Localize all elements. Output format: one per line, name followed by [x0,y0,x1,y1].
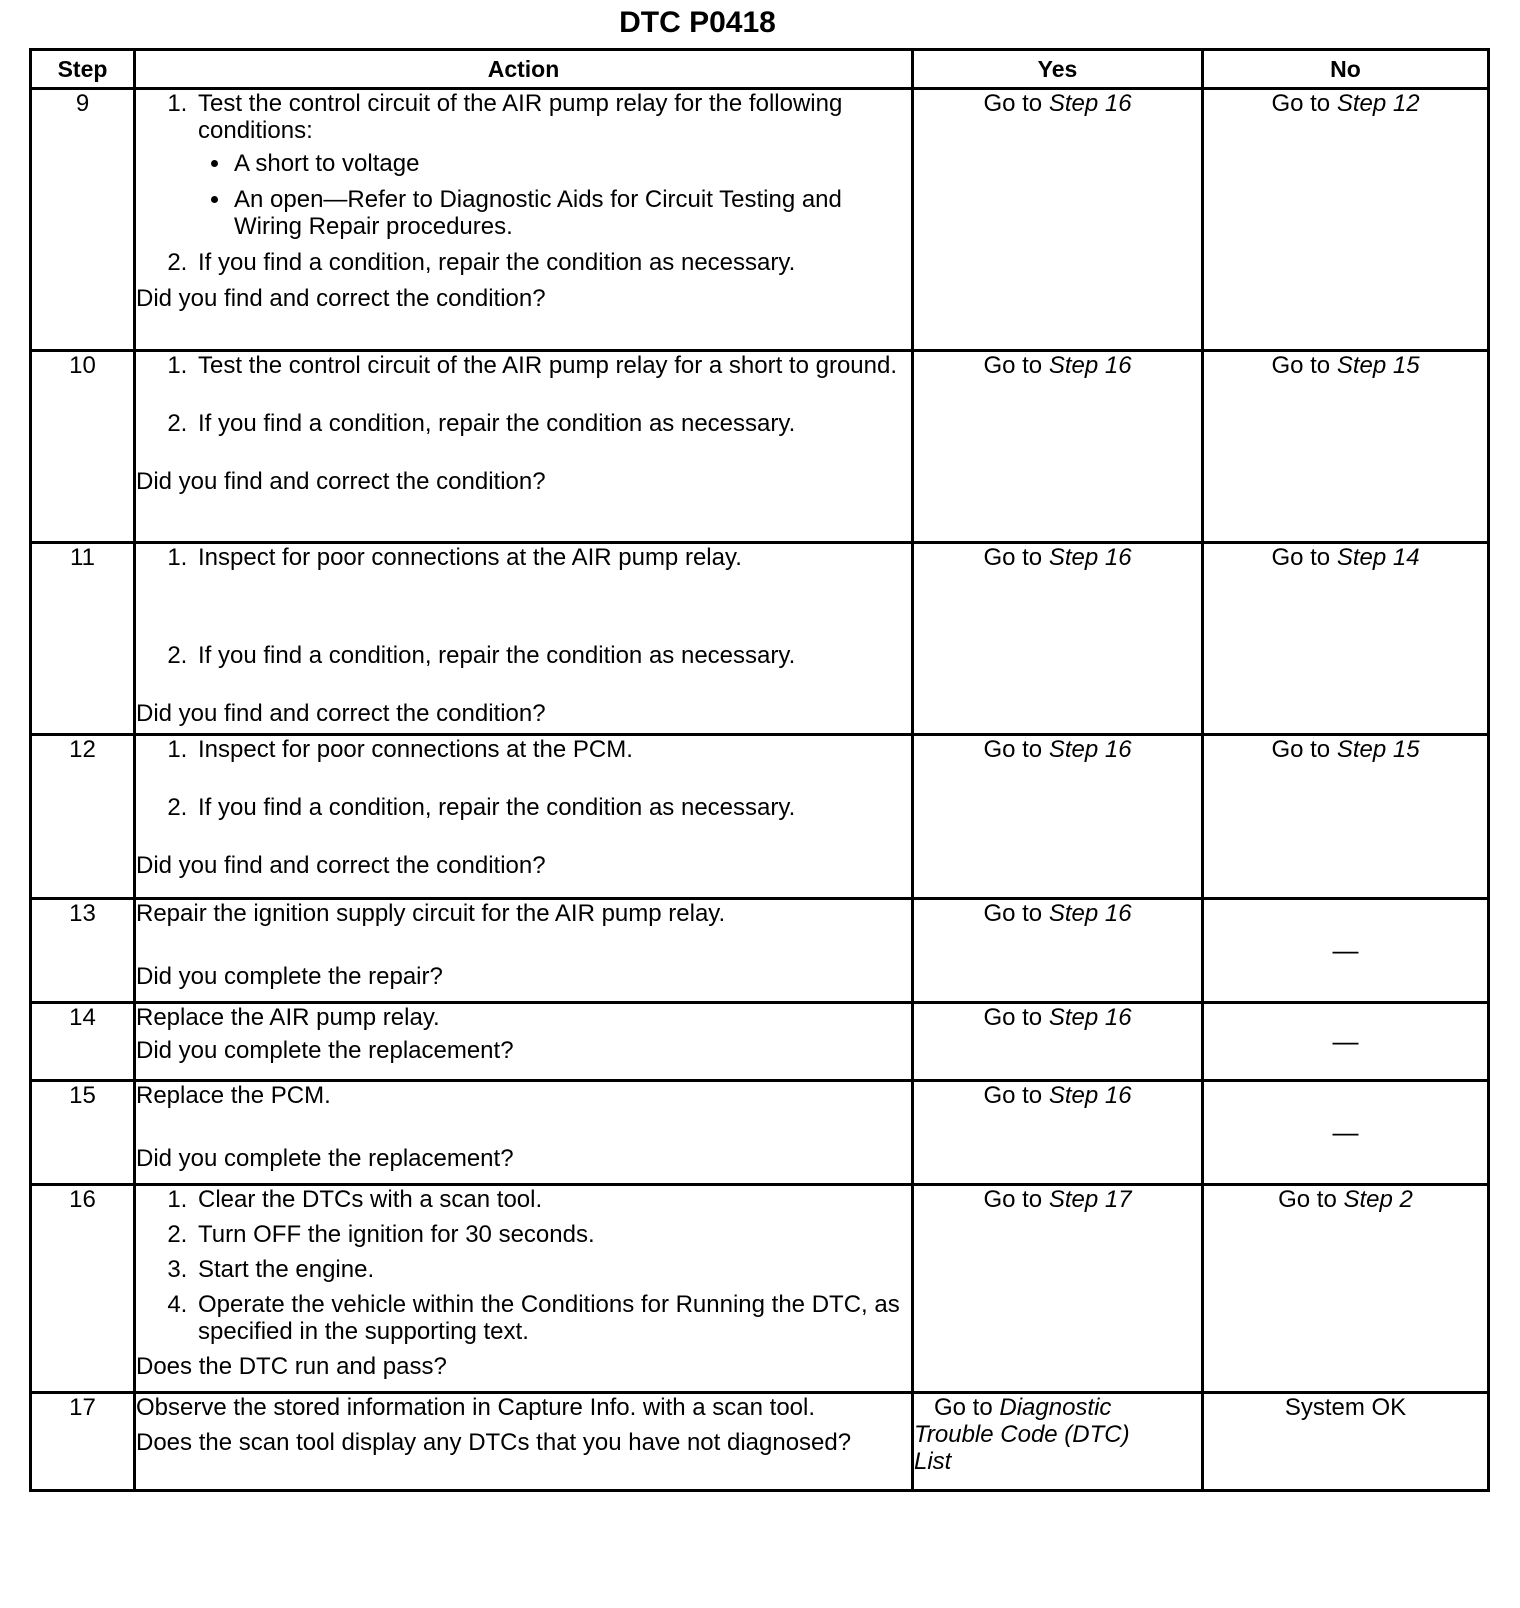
no-cell: Go to Step 14 [1203,543,1489,735]
yes-cell: Go to Diagnostic Trouble Code (DTC) List [913,1393,1203,1491]
action-text: Replace the PCM. [136,1082,331,1109]
reference-link: Diagnostic [999,1394,1112,1421]
action-item: 1. Inspect for poor connections at the PCM. [194,736,911,763]
action-question: Did you find and correct the condition? [136,852,546,879]
step-number: 16 [31,1185,135,1393]
no-cell: Go to Step 2 [1203,1185,1489,1393]
no-cell: Go to Step 12 [1203,89,1489,351]
step-reference: Step 14 [1336,544,1420,571]
table-row [31,735,1489,899]
table-row [31,89,1489,351]
step-number: 9 [31,89,135,351]
reference-link: Trouble Code (DTC) [914,1421,1130,1448]
action-question: Does the scan tool display any DTCs that you have not diagnosed? [136,1429,852,1456]
no-cell: — [1203,1081,1489,1185]
action-item: 2. If you find a condition, repair the condition as necessary. [194,794,911,821]
action-item: 2. If you find a condition, repair the condition as necessary. [194,249,911,276]
header-step: Step [31,50,135,89]
no-cell: Go to Step 15 [1203,351,1489,543]
yes-cell: Go to Step 16 [913,89,1203,351]
action-item: 1. Test the control circuit of the AIR pump relay for a short to ground. [194,352,911,379]
step-reference: Step 16 [1048,544,1132,571]
action-question: Did you find and correct the condition? [136,285,546,312]
action-cell [135,735,913,899]
yes-cell: Go to Step 16 [913,351,1203,543]
yes-cell: Go to Step 16 [913,899,1203,1003]
action-text: Replace the AIR pump relay. [136,1004,440,1031]
table-row [31,1003,1489,1081]
action-cell [135,1081,913,1185]
step-reference: Step 2 [1343,1186,1413,1213]
action-item: 1. Inspect for poor connections at the AIR pump relay. [194,544,911,571]
yes-cell: Go to Step 16 [913,735,1203,899]
action-cell [135,351,913,543]
step-reference: Step 16 [1048,900,1132,927]
action-question: Does the DTC run and pass? [136,1353,447,1380]
action-cell [135,1393,913,1491]
action-question: Did you complete the replacement? [136,1037,514,1064]
yes-cell: Go to Step 17 [913,1185,1203,1393]
action-cell [135,1003,913,1081]
step-reference: Step 16 [1048,352,1132,379]
action-question: Did you complete the replacement? [136,1145,514,1172]
no-cell: Go to Step 15 [1203,735,1489,899]
step-reference: Step 12 [1336,90,1420,117]
header-no: No [1203,50,1489,89]
table-row [31,543,1489,735]
action-question: Did you find and correct the condition? [136,468,546,495]
step-number: 12 [31,735,135,899]
action-cell [135,89,913,351]
action-text: Observe the stored information in Capture Info. with a scan tool. [136,1394,816,1421]
action-item: 4. Operate the vehicle within the Conditions for Running the DTC, as specified in the supporting text. [194,1291,911,1345]
step-reference: Step 15 [1336,352,1420,379]
step-reference: Step 16 [1048,1004,1132,1031]
table-row [31,1185,1489,1393]
table-row [31,1081,1489,1185]
action-text: Repair the ignition supply circuit for the AIR pump relay. [136,900,726,927]
action-cell [135,543,913,735]
step-number: 15 [31,1081,135,1185]
table-row [31,1393,1489,1491]
page-title: DTC P0418 [619,6,776,39]
action-item: 1. Clear the DTCs with a scan tool. [194,1186,911,1213]
action-question: Did you find and correct the condition? [136,700,546,727]
diagnostic-table [29,48,1490,1492]
step-number: 14 [31,1003,135,1081]
step-number: 11 [31,543,135,735]
no-cell: System OK [1203,1393,1489,1491]
table-row [31,351,1489,543]
yes-cell: Go to Step 16 [913,1081,1203,1185]
step-reference: Step 15 [1336,736,1420,763]
no-cell: — [1203,1003,1489,1081]
step-number: 10 [31,351,135,543]
bullet-item: • A short to voltage [232,150,911,177]
table-header-row [31,50,1489,89]
action-item: 2. If you find a condition, repair the condition as necessary. [194,642,911,669]
action-question: Did you complete the repair? [136,963,443,990]
header-yes: Yes [913,50,1203,89]
step-number: 17 [31,1393,135,1491]
action-item: 3. Start the engine. [194,1256,911,1283]
step-reference: Step 16 [1048,90,1132,117]
action-item: 2. Turn OFF the ignition for 30 seconds. [194,1221,911,1248]
action-cell [135,899,913,1003]
step-number: 13 [31,899,135,1003]
action-item: 1. Test the control circuit of the AIR pump relay for the following conditions: • A short to voltage • An open—Refer to Diagnostic Aids for Circuit Testing and Wiring Repair procedures. [194,90,911,240]
step-reference: Step 17 [1048,1186,1132,1213]
bullet-item: • An open—Refer to Diagnostic Aids for Circuit Testing and Wiring Repair procedures. [232,186,911,240]
reference-link: List [914,1448,952,1475]
step-reference: Step 16 [1048,736,1132,763]
yes-cell: Go to Step 16 [913,543,1203,735]
no-cell: — [1203,899,1489,1003]
yes-cell: Go to Step 16 [913,1003,1203,1081]
action-item: 2. If you find a condition, repair the condition as necessary. [194,410,911,437]
step-reference: Step 16 [1048,1082,1132,1109]
action-cell [135,1185,913,1393]
table-row [31,899,1489,1003]
header-action: Action [135,50,913,89]
